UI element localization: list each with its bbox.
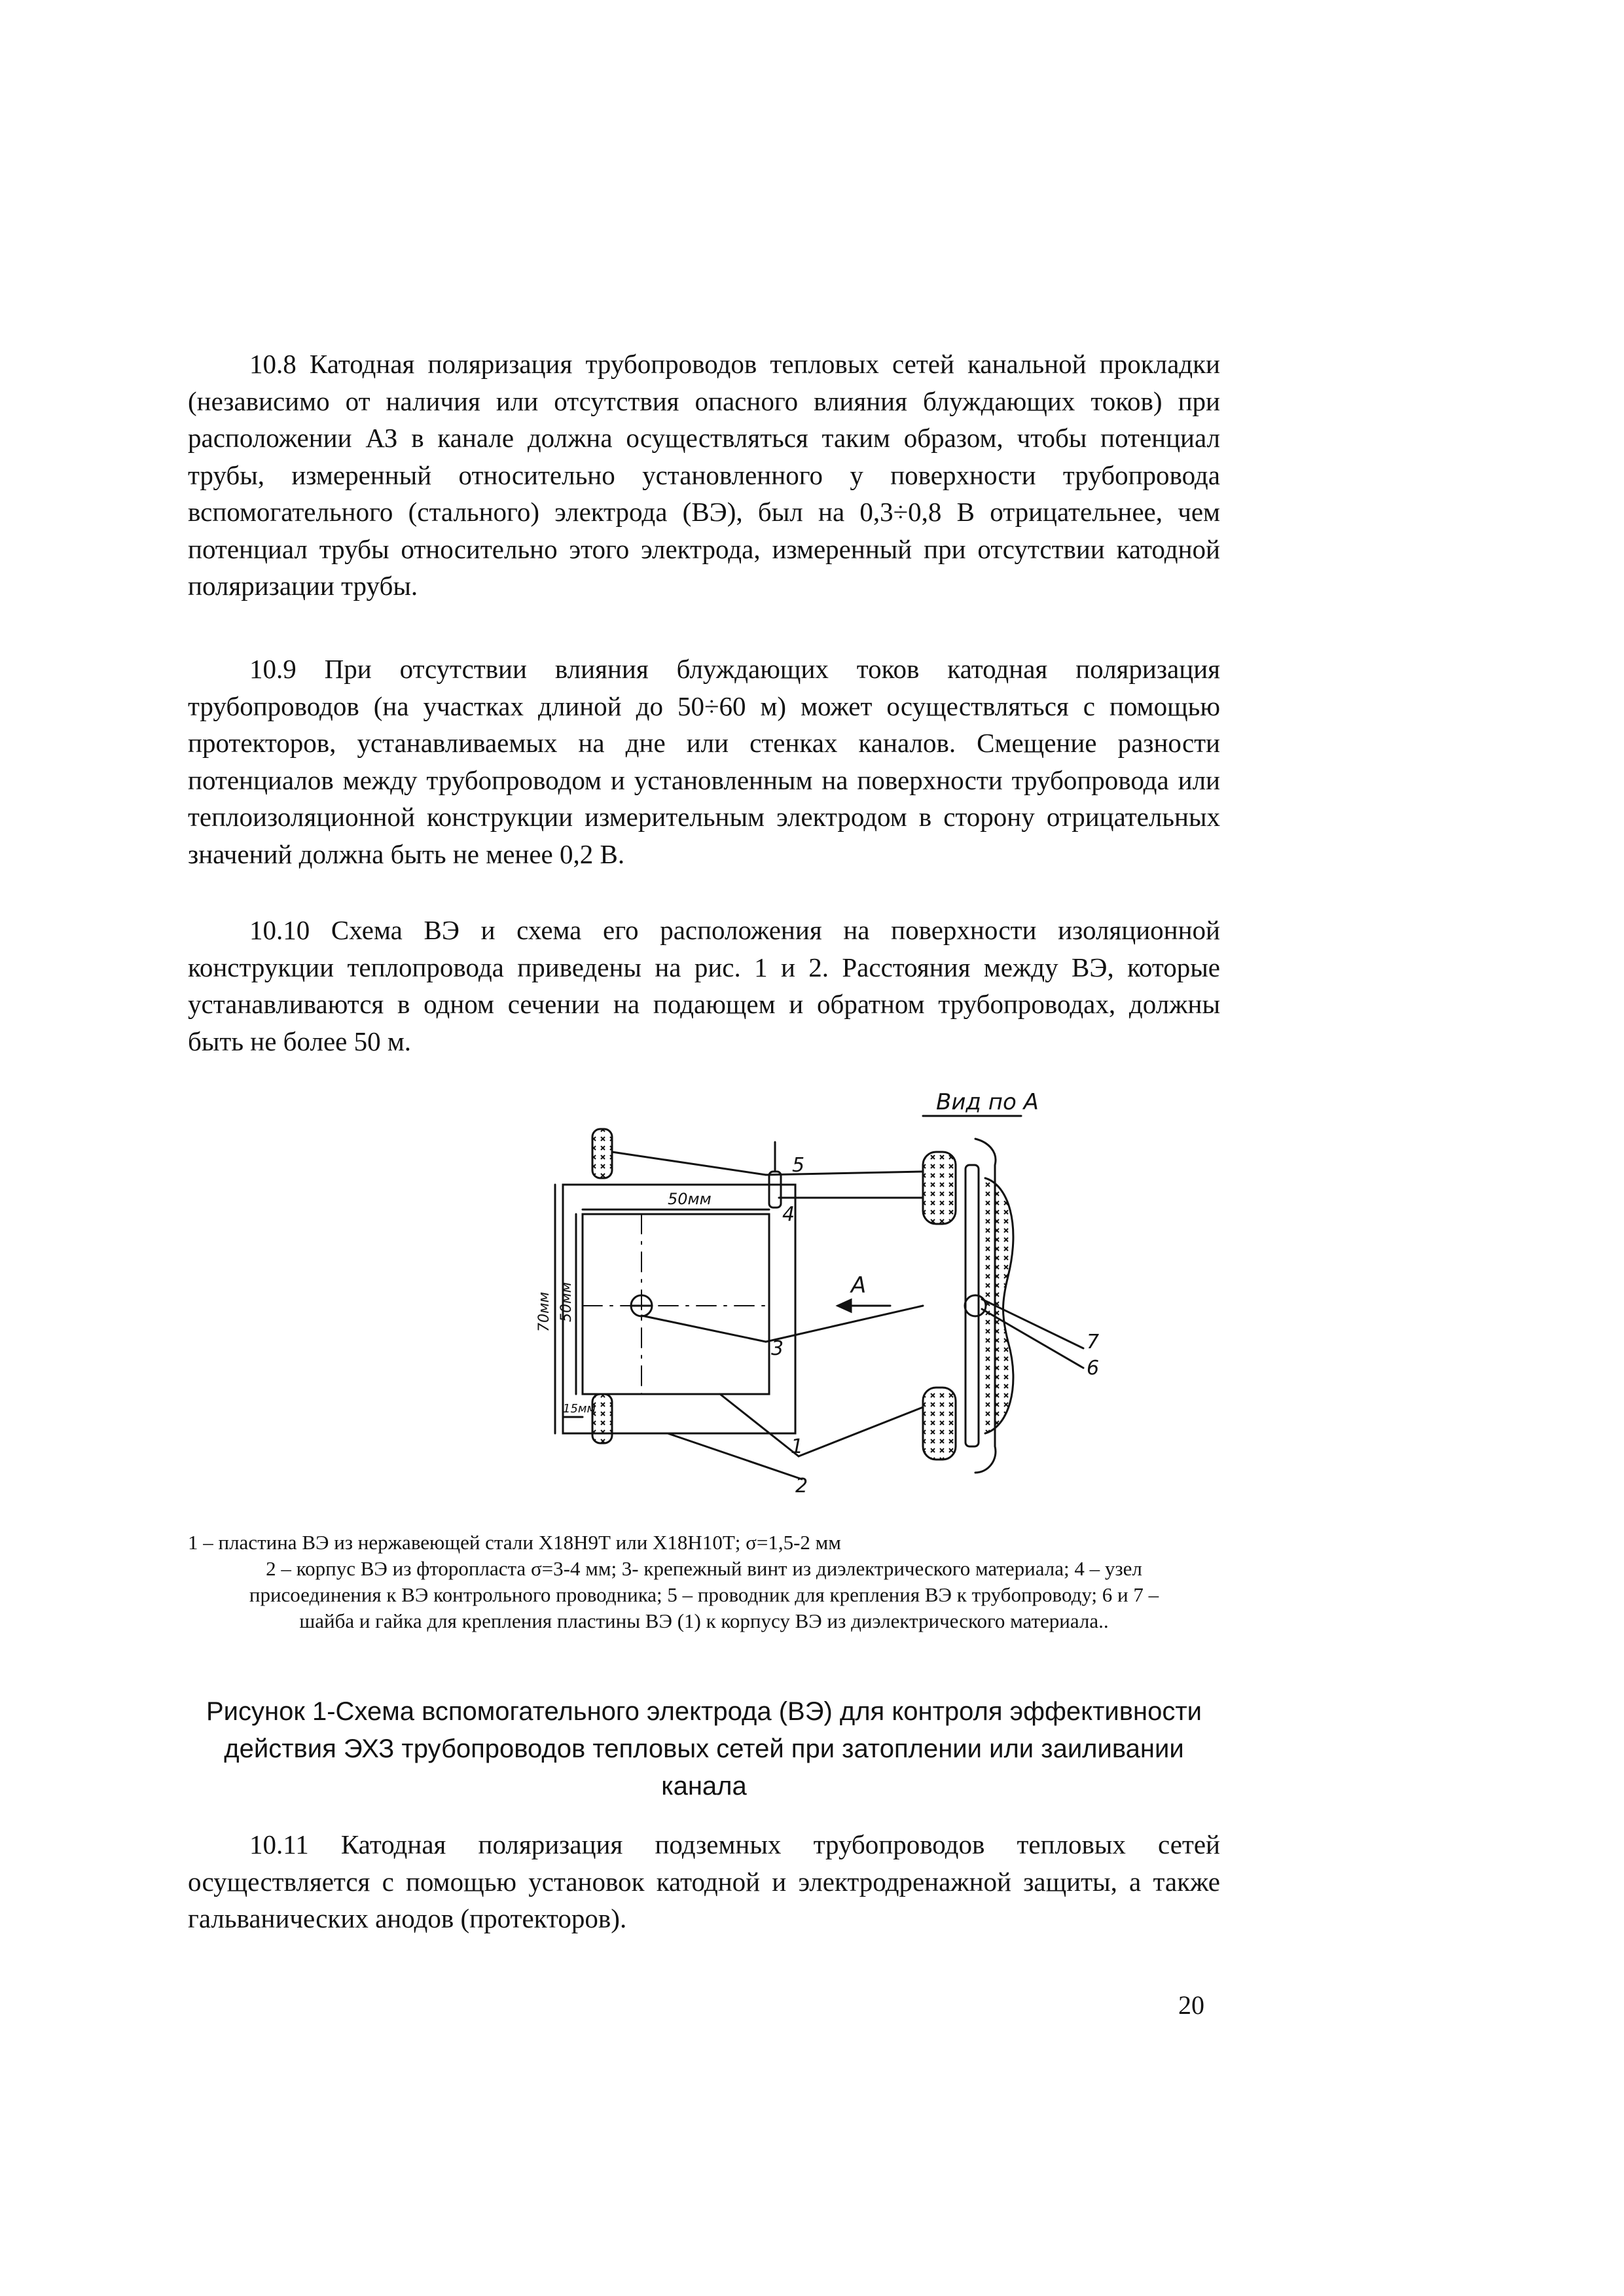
- electrode-plate: [583, 1214, 769, 1394]
- callout-2: 2: [795, 1475, 808, 1498]
- paragraph-10-8: 10.8 Катодная поляризация трубопроводов тепловых сетей канальной прокладки (независимо от наличия или отсутствия опасного влияния блуждающих токов) при расположении АЗ в канале должна осуществляться таким образом, чтобы потенциал трубы, измеренный относительно установленного у поверхности трубопровода вспомогательного (стального) электрода (ВЭ), был на 0,3÷0,8 В отрицательнее, чем потенциал трубы относительно этого электрода, измеренный при отсутствии катодной поляризации трубы.: [188, 349, 1220, 601]
- figure-caption: Рисунок 1-Схема вспомогательного электрода (ВЭ) для контроля эффективности действия ЭХЗ трубопроводов тепловых сетей при затоплении или заиливании канала: [206, 1697, 1202, 1801]
- callout-4: 4: [782, 1203, 795, 1226]
- dim-width-label: 50мм: [668, 1190, 712, 1208]
- dim-height-inner-label: 50мм: [558, 1282, 575, 1322]
- view-label: Вид по А: [936, 1089, 1039, 1115]
- dim-height-outer-label: 70мм: [536, 1291, 552, 1332]
- dim-offset-label: 15мм: [563, 1402, 596, 1416]
- side-clamp-bottom: [923, 1388, 956, 1460]
- callout-1: 1: [791, 1435, 804, 1458]
- callout-5: 5: [792, 1154, 805, 1177]
- paragraph-10-10: 10.10 Схема ВЭ и схема его расположения на поверхности изоляционной конструкции теплопровода приведены на рис. 1 и 2. Расстояния между ВЭ, которые устанавливаются в одном сечении на подающем и обратном трубопроводах, должны быть не более 50 м.: [188, 915, 1220, 1056]
- electrode-diagram: [471, 1080, 1172, 1505]
- callout-6: 6: [1087, 1357, 1100, 1380]
- arrow-label: А: [851, 1272, 867, 1299]
- paragraph-10-9: 10.9 При отсутствии влияния блуждающих токов катодная поляризация трубопроводов (на участках длиной до 50÷60 м) может осуществляться с помощью протекторов, устанавливаемых на дне или стенках каналов. Смещение разности потенциалов между трубопроводом и установленным на поверхности трубопровода или теплоизоляционной конструкции измерительным электродом в сторону отрицательных значений должна быть не менее 0,2 В.: [188, 654, 1220, 869]
- side-clamp-top: [923, 1152, 956, 1224]
- page-number: 20: [1178, 1990, 1204, 2020]
- clamp-top-left: [592, 1129, 612, 1178]
- legend-line-2: 2 – корпус ВЭ из фторопласта σ=3-4 мм; 3- крепежный винт из диэлектрического материала; 4 – узел присоединения к ВЭ контрольного проводника; 5 – проводник для крепления ВЭ к трубопроводу; 6 и 7 – шайба и гайка для крепления пластины ВЭ (1) к корпусу ВЭ из диэлектрического материала..: [249, 1557, 1159, 1632]
- callout-3: 3: [771, 1337, 784, 1360]
- callout-7: 7: [1087, 1331, 1100, 1354]
- paragraph-10-11: 10.11 Катодная поляризация подземных трубопроводов тепловых сетей осуществляется с помощью установок катодной и электродренажной защиты, а также гальванических анодов (протекторов).: [188, 1829, 1220, 1933]
- terminal: [769, 1172, 781, 1208]
- legend-line-1: 1 – пластина ВЭ из нержавеющей стали Х18Н9Т или Х18Н10Т; σ=1,5-2 мм: [188, 1531, 841, 1554]
